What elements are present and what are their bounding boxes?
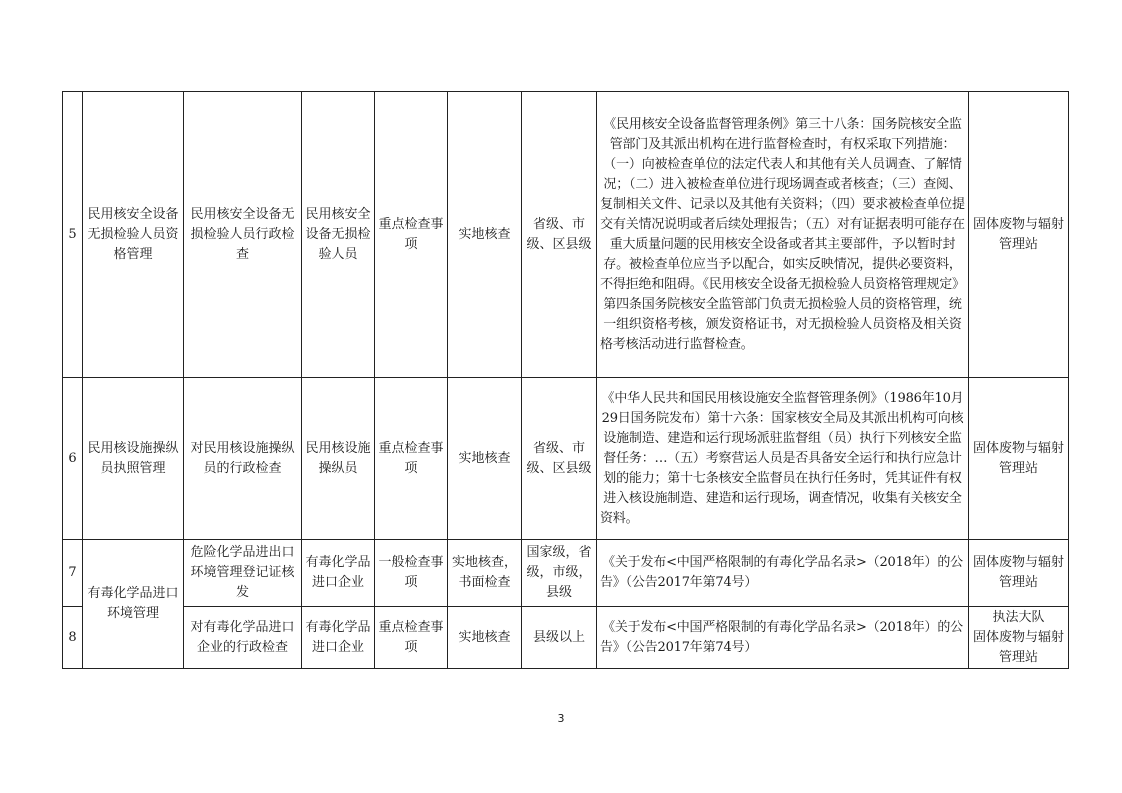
- table-row: [63, 92, 1069, 378]
- responsible-department: 执法大队 固体废物与辐射管理站: [969, 607, 1069, 669]
- table-row: [63, 607, 1069, 669]
- inspection-category: 重点检查事项: [375, 607, 448, 669]
- inspection-category: 一般检查事项: [375, 540, 448, 607]
- legal-basis: 《中华人民共和国民用核设施安全监督管理条例》（1986年10月29日国务院发布）第十六条：国家核安全局及其派出机构可向核设施制造、建造和运行现场派驻监督组（员）执行下列核安全监督任务：…（五）考察营运人员是否具备安全运行和执行应急计划的能力；第十七条核安全监督员在执行任务时，凭其证件有权进入核设施制造、建造和运行现场，调查情况，收集有关核安全资料。: [597, 378, 969, 540]
- row-number: 5: [63, 92, 83, 378]
- responsible-department: 固体废物与辐射管理站: [969, 378, 1069, 540]
- responsible-department: 固体废物与辐射管理站: [969, 540, 1069, 607]
- inspection-object: 民用核安全设备无损检验人员: [302, 92, 375, 378]
- inspection-method: 实地核查: [448, 378, 522, 540]
- page-number: 3: [557, 712, 565, 725]
- inspection-method: 实地核查: [448, 92, 522, 378]
- inspection-object: 有毒化学品进口企业: [302, 607, 375, 669]
- legal-basis: 《关于发布<中国严格限制的有毒化学品名录>（2018年）的公告》（公告2017年第74号）: [597, 607, 969, 669]
- inspection-level: 省级、市级、区县级: [522, 92, 597, 378]
- inspection-matter: 危险化学品进出口环境管理登记证核发: [184, 540, 302, 607]
- inspection-category: 重点检查事项: [375, 92, 448, 378]
- table-row: [63, 378, 1069, 540]
- inspection-method: 实地核查: [448, 607, 522, 669]
- inspection-level: 县级以上: [522, 607, 597, 669]
- legal-basis: 《关于发布<中国严格限制的有毒化学品名录>（2018年）的公告》（公告2017年第74号）: [597, 540, 969, 607]
- item-name: 民用核设施操纵员执照管理: [83, 378, 184, 540]
- item-name: 有毒化学品进口环境管理: [83, 540, 184, 669]
- inspection-matter: 对民用核设施操纵员的行政检查: [184, 378, 302, 540]
- inspection-level: 省级、市级、区县级: [522, 378, 597, 540]
- inspection-items-table: [62, 91, 1069, 669]
- inspection-category: 重点检查事项: [375, 378, 448, 540]
- legal-basis: 《民用核安全设备监督管理条例》第三十八条：国务院核安全监管部门及其派出机构在进行监督检查时，有权采取下列措施：（一）向被检查单位的法定代表人和其他有关人员调查、了解情况；（二）进入被检查单位进行现场调查或者核查；（三）查阅、复制相关文件、记录以及其他有关资料；（四）要求被检查单位提交有关情况说明或者后续处理报告；（五）对有证据表明可能存在重大质量问题的民用核安全设备或者其主要部件，予以暂时封存。被检查单位应当予以配合，如实反映情况，提供必要资料，不得拒绝和阻碍。《民用核安全设备无损检验人员资格管理规定》第四条国务院核安全监管部门负责无损检验人员的资格管理，统一组织资格考核，颁发资格证书，对无损检验人员资格及相关资格考核活动进行监督检查。: [597, 92, 969, 378]
- responsible-department: 固体废物与辐射管理站: [969, 92, 1069, 378]
- inspection-matter: 对有毒化学品进口企业的行政检查: [184, 607, 302, 669]
- row-number: 8: [63, 607, 83, 669]
- inspection-matter: 民用核安全设备无损检验人员行政检查: [184, 92, 302, 378]
- inspection-method: 实地核查，书面检查: [448, 540, 522, 607]
- table-row: [63, 540, 1069, 607]
- inspection-object: 有毒化学品进口企业: [302, 540, 375, 607]
- row-number: 6: [63, 378, 83, 540]
- inspection-object: 民用核设施操纵员: [302, 378, 375, 540]
- inspection-level: 国家级，省级，市级，县级: [522, 540, 597, 607]
- row-number: 7: [63, 540, 83, 607]
- item-name: 民用核安全设备无损检验人员资格管理: [83, 92, 184, 378]
